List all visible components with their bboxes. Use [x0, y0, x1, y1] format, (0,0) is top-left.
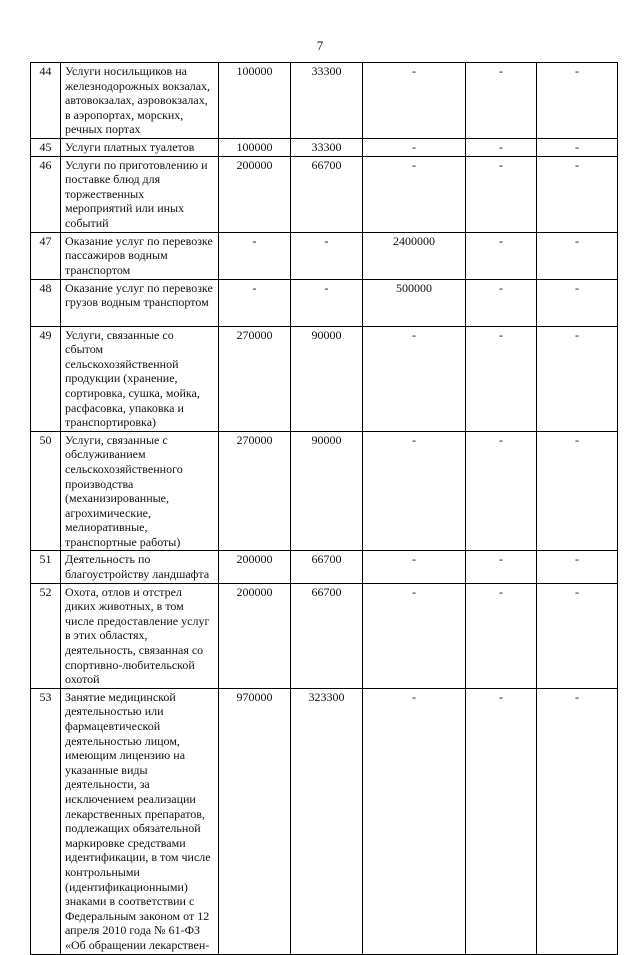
- row-value-2: -: [291, 232, 363, 279]
- page-number: 7: [316, 38, 324, 53]
- row-value-5: -: [537, 326, 618, 431]
- row-value-5: -: [537, 139, 618, 157]
- row-activity-name: Охота, отлов и отстрел диких животных, в том числе предоставление услуг в этих областях, деятельность, связанная со спортивно-любительской охотой: [61, 583, 219, 688]
- row-value-5: -: [537, 688, 618, 954]
- table-row: [31, 139, 618, 157]
- row-value-2: 66700: [291, 583, 363, 688]
- row-value-3: -: [363, 63, 466, 139]
- row-value-1: -: [219, 232, 291, 279]
- table-row: [31, 279, 618, 326]
- row-value-4: -: [466, 139, 537, 157]
- row-value-1: 270000: [219, 326, 291, 431]
- row-value-4: -: [466, 688, 537, 954]
- row-value-2: -: [291, 279, 363, 326]
- row-activity-name: Оказание услуг по перевозке пассажиров водным транспортом: [61, 232, 219, 279]
- row-activity-name: Услуги, связанные с обслуживанием сельскохозяйственного производства (механизированные, агрохимические, мелиоративные, транспортные работы): [61, 431, 219, 551]
- row-value-2: 323300: [291, 688, 363, 954]
- row-activity-name: Занятие медицинской деятельностью или фармацевтической деятельностью лицом, имеющим лицензию на указанные виды деятельности, за исключением реализации лекарственных препаратов, подлежащих обязательной маркировке средствами идентификации, в том числе контрольными (идентификационными) знаками в соответствии с Федеральным законом от 12 апреля 2010 года № 61-ФЗ «Об обращении лекарствен-: [61, 688, 219, 954]
- row-value-1: 100000: [219, 63, 291, 139]
- row-activity-name: Деятельность по благоустройству ландшафта: [61, 551, 219, 583]
- row-activity-name: Услуги по приготовлению и поставке блюд для торжественных мероприятий или иных событий: [61, 156, 219, 232]
- row-activity-name: Услуги носильщиков на железнодорожных вокзалах, автовокзалах, аэровокзалах, в аэропортах, морских, речных портах: [61, 63, 219, 139]
- row-value-2: 66700: [291, 156, 363, 232]
- table-row: [31, 688, 618, 954]
- row-number: 53: [31, 688, 61, 954]
- table-row: [31, 232, 618, 279]
- table-row: [31, 326, 618, 431]
- row-value-4: -: [466, 583, 537, 688]
- row-value-4: -: [466, 156, 537, 232]
- row-value-1: 200000: [219, 156, 291, 232]
- row-value-4: -: [466, 279, 537, 326]
- row-value-2: 90000: [291, 326, 363, 431]
- row-number: 52: [31, 583, 61, 688]
- table-row: [31, 583, 618, 688]
- row-value-5: -: [537, 431, 618, 551]
- row-value-1: 100000: [219, 139, 291, 157]
- table-row: [31, 551, 618, 583]
- row-value-1: 970000: [219, 688, 291, 954]
- row-number: 48: [31, 279, 61, 326]
- row-value-4: -: [466, 551, 537, 583]
- row-value-3: 2400000: [363, 232, 466, 279]
- row-value-5: -: [537, 583, 618, 688]
- row-value-2: 66700: [291, 551, 363, 583]
- row-activity-name: Услуги, связанные со сбытом сельскохозяйственной продукции (хранение, сортировка, сушка, мойка, расфасовка, упаковка и транспортировка): [61, 326, 219, 431]
- row-value-2: 33300: [291, 139, 363, 157]
- table-row: [31, 63, 618, 139]
- row-value-3: -: [363, 431, 466, 551]
- row-value-5: -: [537, 232, 618, 279]
- row-value-5: -: [537, 551, 618, 583]
- row-value-3: -: [363, 139, 466, 157]
- row-value-4: -: [466, 232, 537, 279]
- row-value-4: -: [466, 326, 537, 431]
- row-activity-name: Услуги платных туалетов: [61, 139, 219, 157]
- row-value-1: 270000: [219, 431, 291, 551]
- row-value-4: -: [466, 63, 537, 139]
- table-row: [31, 431, 618, 551]
- row-value-3: -: [363, 551, 466, 583]
- row-value-5: -: [537, 63, 618, 139]
- row-value-3: -: [363, 326, 466, 431]
- row-number: 47: [31, 232, 61, 279]
- row-number: 44: [31, 63, 61, 139]
- row-value-3: -: [363, 583, 466, 688]
- row-value-1: 200000: [219, 551, 291, 583]
- table-row: [31, 156, 618, 232]
- tariff-table: [30, 62, 618, 955]
- row-value-3: 500000: [363, 279, 466, 326]
- row-value-1: 200000: [219, 583, 291, 688]
- row-number: 50: [31, 431, 61, 551]
- row-number: 51: [31, 551, 61, 583]
- row-value-3: -: [363, 156, 466, 232]
- row-activity-name: Оказание услуг по перевозке грузов водным транспортом: [61, 279, 219, 326]
- row-value-2: 90000: [291, 431, 363, 551]
- row-value-4: -: [466, 431, 537, 551]
- row-value-3: -: [363, 688, 466, 954]
- row-number: 46: [31, 156, 61, 232]
- row-value-2: 33300: [291, 63, 363, 139]
- row-number: 49: [31, 326, 61, 431]
- row-number: 45: [31, 139, 61, 157]
- row-value-5: -: [537, 156, 618, 232]
- row-value-5: -: [537, 279, 618, 326]
- row-value-1: -: [219, 279, 291, 326]
